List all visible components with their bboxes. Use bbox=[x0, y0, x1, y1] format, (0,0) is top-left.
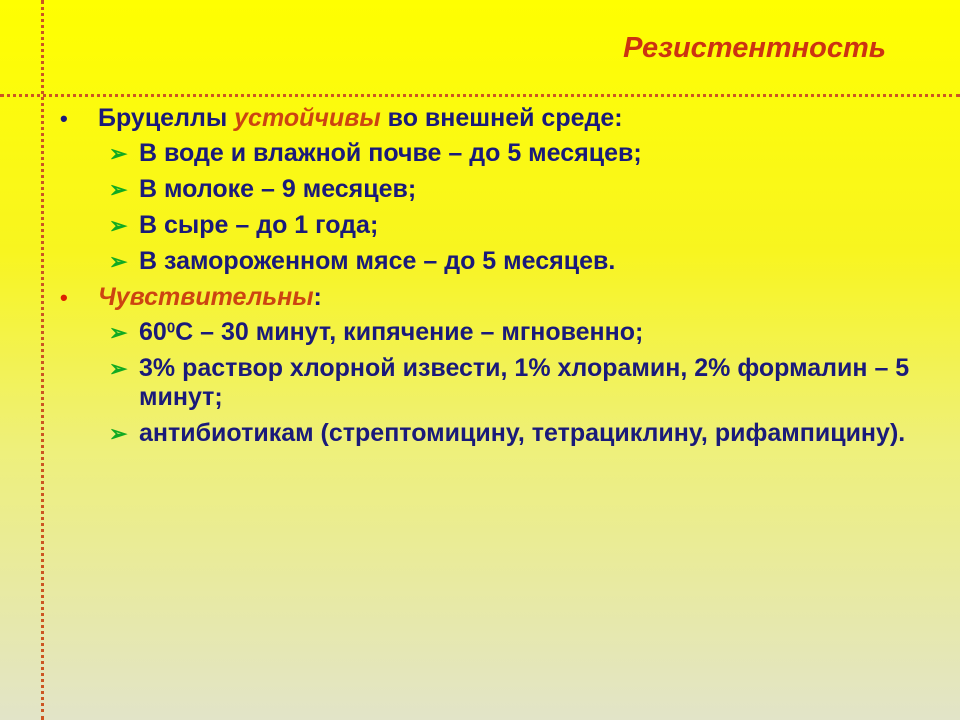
list-item-text: $60^0С - 30$ минут, кипячение – мгновенно; bbox=[139, 318, 644, 346]
list-item-text: В сыре – до 1 года; bbox=[139, 211, 379, 239]
list-item-text: В воде и влажной почве – до 5 месяцев; bbox=[139, 139, 642, 167]
list-item bbox=[60, 211, 920, 240]
bullet-dot-icon: • bbox=[60, 106, 68, 131]
list-item-text: В замороженном мясе – до 5 месяцев. bbox=[139, 247, 616, 275]
list-item bbox=[60, 247, 920, 276]
horizontal-dotted-border bbox=[0, 94, 960, 97]
list-item bbox=[60, 354, 920, 412]
chevron-arrow-icon: ➢ bbox=[109, 141, 128, 166]
slide-title: Резистентность bbox=[623, 32, 886, 64]
chevron-arrow-icon: ➢ bbox=[109, 356, 128, 381]
chevron-arrow-icon: ➢ bbox=[109, 320, 128, 345]
vertical-dotted-border bbox=[41, 0, 44, 720]
list-item-text: антибиотикам (стрептомицину, тетрациклину, рифампицину). bbox=[139, 419, 906, 447]
chevron-arrow-icon: ➢ bbox=[109, 249, 128, 274]
chevron-arrow-icon: ➢ bbox=[109, 213, 128, 238]
emphasis-resistant: устойчивы bbox=[234, 104, 381, 132]
bullet-resistant bbox=[60, 104, 920, 133]
list-item bbox=[60, 318, 920, 347]
list-item bbox=[60, 175, 920, 204]
list-item bbox=[60, 419, 920, 448]
chevron-arrow-icon: ➢ bbox=[109, 421, 128, 446]
slide-content bbox=[60, 104, 920, 455]
emphasis-sensitive: Чувствительны bbox=[98, 283, 314, 311]
bullet-sensitive bbox=[60, 283, 920, 312]
list-item bbox=[60, 139, 920, 168]
chevron-arrow-icon: ➢ bbox=[109, 177, 128, 202]
bullet-text: Чувствительны: bbox=[98, 283, 322, 311]
list-item-text: В молоке – 9 месяцев; bbox=[139, 175, 417, 203]
list-item-text: 3% раствор хлорной извести, 1% хлорамин, 2% формалин – 5 минут; bbox=[139, 354, 910, 411]
bullet-text: Бруцеллы устойчивы во внешней среде: bbox=[98, 104, 623, 132]
degree-superscript: 0 bbox=[166, 319, 176, 337]
bullet-dot-icon: • bbox=[60, 285, 68, 310]
